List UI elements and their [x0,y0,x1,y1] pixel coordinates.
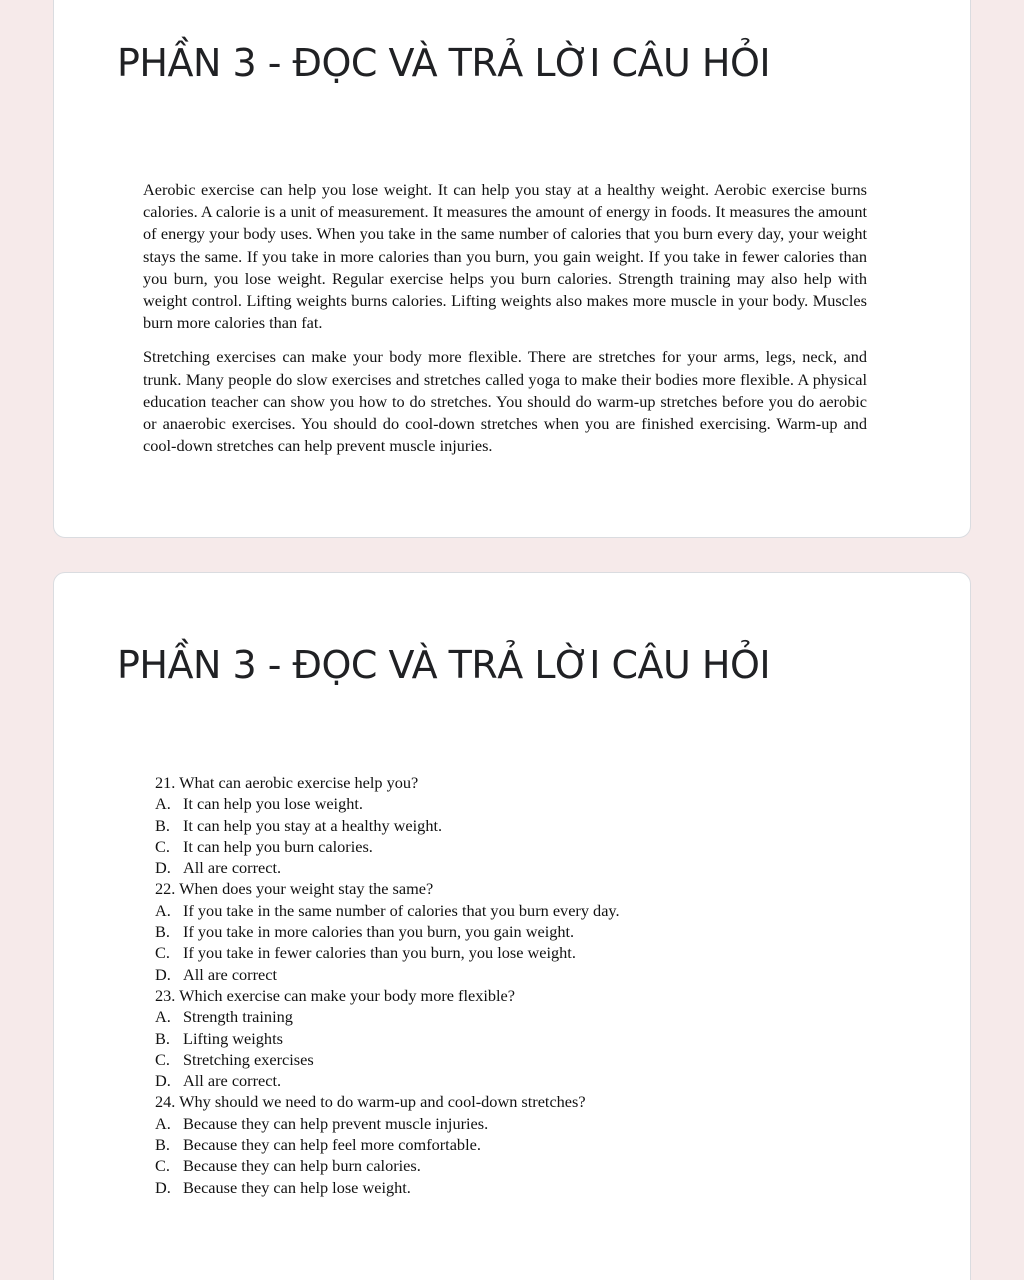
option-text: It can help you lose weight. [183,794,363,814]
option-text: It can help you burn calories. [183,836,373,856]
option-letter: D. [155,964,171,984]
question-text: 23. Which exercise can make your body more flexible? [155,985,516,1005]
passage-card [53,0,971,538]
answer-option [155,942,620,963]
option-letter: C. [155,1156,170,1176]
option-letter: C. [155,836,170,856]
answer-option [155,1134,620,1155]
option-letter: C. [155,1049,170,1069]
reading-passage [143,179,867,469]
option-letter: B. [155,815,170,835]
option-text: If you take in more calories than you burn, you gain weight. [183,922,575,942]
answer-option [155,1177,620,1198]
option-text: All are correct. [183,1071,282,1091]
option-letter: B. [155,1028,170,1048]
option-text: Because they can help prevent muscle injuries. [183,1113,489,1133]
answer-option [155,857,620,878]
option-letter: C. [155,943,170,963]
option-text: If you take in fewer calories than you burn, you lose weight. [183,943,576,963]
question-list [155,772,620,1198]
option-text: Because they can help lose weight. [183,1177,411,1197]
section-title: PHẦN 3 - ĐỌC VÀ TRẢ LỜI CÂU HỎI [117,643,771,687]
option-text: All are correct [183,964,278,984]
option-letter: A. [155,1113,171,1133]
question-text: 24. Why should we need to do warm-up and cool-down stretches? [155,1092,586,1112]
option-letter: D. [155,1071,171,1091]
option-letter: D. [155,1177,171,1197]
option-letter: D. [155,858,171,878]
answer-option [155,1006,620,1027]
passage-paragraph: Stretching exercises can make your body more flexible. There are stretches for your arms, legs, neck, and trunk. Many people do slow exercises and stretches called yoga to make their bodies more flexible. A physical education teacher can show you how to do stretches. You should do warm-up stretches before you do aerobic or anaerobic exercises. You should do cool-down stretches when you are finished exercising. Warm-up and cool-down stretches can help prevent muscle injuries. [143,347,867,456]
question-text: 21. What can aerobic exercise help you? [155,773,419,792]
question-text: 22. When does your weight stay the same? [155,879,434,899]
answer-option [155,793,620,814]
option-text: It can help you stay at a healthy weight. [183,815,443,835]
option-text: If you take in the same number of calories that you burn every day. [183,900,620,920]
passage-paragraph: Aerobic exercise can help you lose weight. It can help you stay at a healthy weight. Aerobic exercise burns calories. A calorie is a unit of measurement. It measures the amount of energy in foods. It measures the amount of energy your body uses. When you take in the same number of calories that you burn every day, your weight stays the same. If you take in more calories than you burn, you gain weight. If you take in fewer calories than you burn, you lose weight. Regular exercise helps you burn calories. Strength training may also help with weight control. Lifting weights burns calories. Lifting weights also makes more muscle in your body. Muscles burn more calories than fat. [143,180,867,333]
questions-card [53,572,971,1280]
option-text: Stretching exercises [183,1049,314,1069]
option-letter: A. [155,794,171,814]
answer-option [155,1155,620,1176]
section-title: PHẦN 3 - ĐỌC VÀ TRẢ LỜI CÂU HỎI [117,41,771,85]
answer-option [155,1028,620,1049]
option-letter: A. [155,900,171,920]
option-text: Because they can help feel more comfortable. [183,1135,481,1155]
answer-option [155,1070,620,1091]
option-text: Strength training [183,1007,293,1027]
option-text: All are correct. [183,858,282,878]
answer-option [155,921,620,942]
option-letter: A. [155,1007,171,1027]
option-letter: B. [155,1135,170,1155]
option-text: Because they can help burn calories. [183,1156,421,1176]
answer-option [155,900,620,921]
answer-option [155,1113,620,1134]
answer-option [155,1049,620,1070]
answer-option [155,964,620,985]
answer-option [155,836,620,857]
option-text: Lifting weights [183,1028,283,1048]
answer-option [155,815,620,836]
option-letter: B. [155,922,170,942]
